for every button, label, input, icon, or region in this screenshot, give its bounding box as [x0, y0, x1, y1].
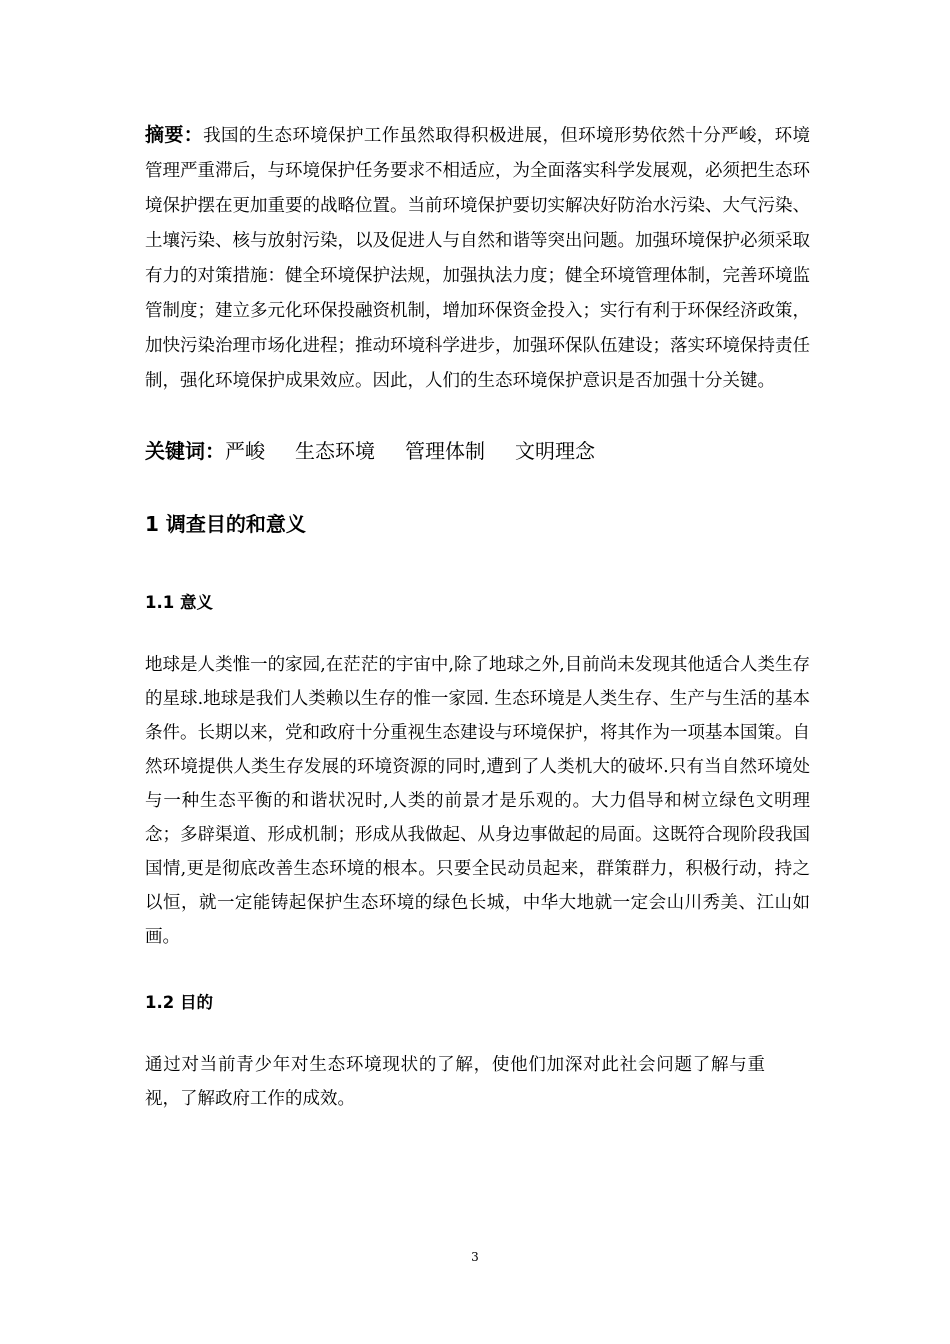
keyword-item: 生态环境 [295, 439, 375, 463]
section-1-heading: 1 调查目的和意义 [145, 512, 306, 536]
abstract-label: 摘要： [145, 124, 204, 146]
section-1-2-heading: 1.2 目的 [145, 993, 213, 1012]
page-number: 3 [471, 1250, 479, 1264]
keywords-line [145, 433, 810, 469]
abstract-paragraph [145, 118, 810, 399]
keyword-item: 严峻 [225, 439, 265, 463]
section-1-2-paragraph: 通过对当前青少年对生态环境现状的了解，使他们加深对此社会问题了解与重视，了解政府工作的成效。 [145, 1055, 765, 1109]
keywords-label: 关键词： [145, 439, 225, 463]
section-1-1-paragraph: 地球是人类惟一的家园,在茫茫的宇宙中,除了地球之外,目前尚未发现其他适合人类生存的星球.地球是我们人类赖以生存的惟一家园. 生态环境是人类生存、生产与生活的基本条件。长期以来，党和政府十分重视生态建设与环境保护，将其作为一项基本国策。自然环境提供人类生存发展的环境资源的同时,遭到了人类机大的破坏.只有当自然环境处与一种生态平衡的和谐状况时,人类的前景才是乐观的。大力倡导和树立绿色文明理念；多辟渠道、形成机制；形成从我做起、从身边事做起的局面。这既符合现阶段我国国情,更是彻底改善生态环境的根本。只要全民动员起来，群策群力，积极行动，持之以恒，就一定能铸起保护生态环境的绿色长城，中华大地就一定会山川秀美、江山如画。 [145, 655, 810, 947]
keyword-item: 文明理念 [515, 439, 595, 463]
abstract-text: 我国的生态环境保护工作虽然取得积极进展，但环境形势依然十分严峻，环境管理严重滞后，与环境保护任务要求不相适应，为全面落实科学发展观，必须把生态环境保护摆在更加重要的战略位置。当前环境保护要切实解决好防治水污染、大气污染、土壤污染、核与放射污染，以及促进人与自然和谐等突出问题。加强环境保护必须采取有力的对策措施：健全环境保护法规，加强执法力度；健全环境管理体制，完善环境监管制度；建立多元化环保投融资机制，增加环保资金投入；实行有利于环保经济政策，加快污染治理市场化进程；推动环境科学进步，加强环保队伍建设；落实环境保持责任制，强化环境保护成果效应。因此，人们的生态环境保护意识是否加强十分关键。 [145, 126, 810, 391]
section-1-1-heading: 1.1 意义 [145, 593, 213, 612]
keyword-item: 管理体制 [405, 439, 485, 463]
